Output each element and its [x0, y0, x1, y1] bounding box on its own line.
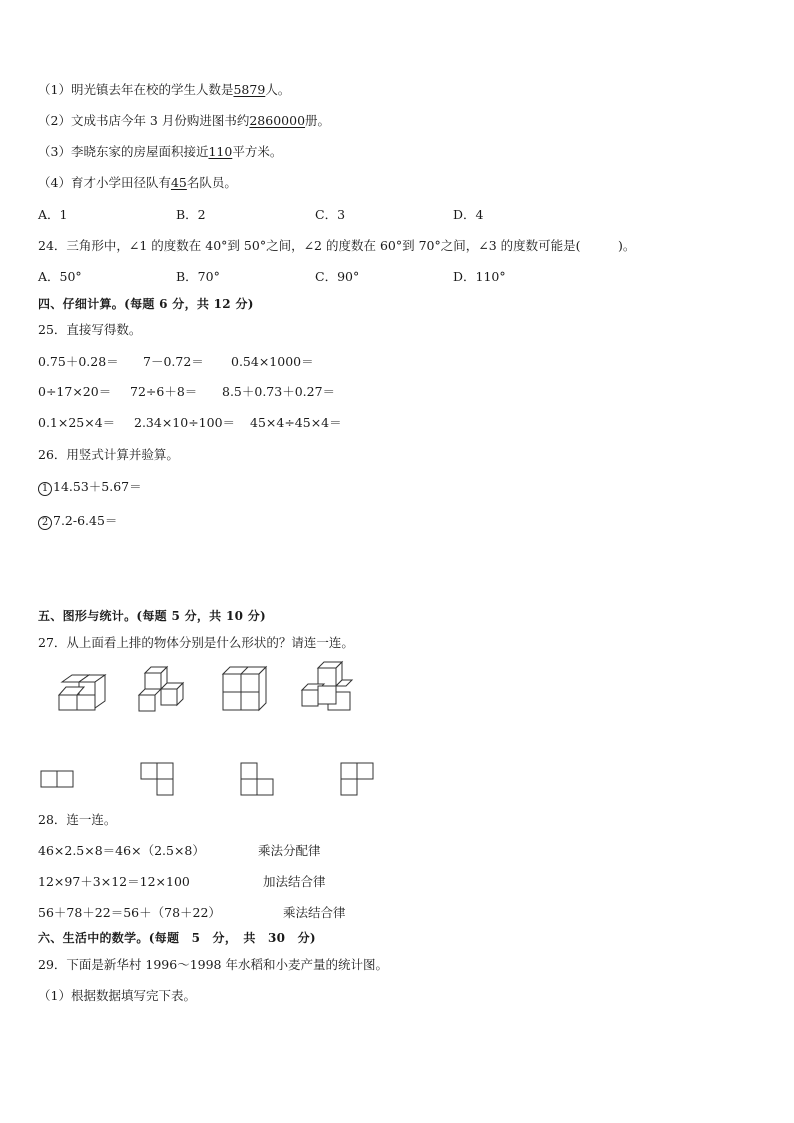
q28-right-item-3[interactable]: 乘法结合律: [283, 905, 346, 920]
q24-option-b[interactable]: B．70°: [176, 269, 220, 284]
q24-stem: 24．三角形中，∠1 的度数在 40°到 50°之间，∠2 的度数在 60°到 70°之间，∠3 的度数可能是( )。: [38, 238, 636, 253]
q24-option-a[interactable]: A．50°: [38, 269, 82, 284]
q23-option-b[interactable]: B．2: [176, 207, 206, 222]
q29-sub-1: （1）根据数据填写完下表。: [38, 988, 196, 1003]
q25-expr-3: 0.54×1000＝: [231, 354, 314, 369]
q23-item-1: （1）明光镇去年在校的学生人数是5879人。: [38, 82, 291, 97]
q24-option-d[interactable]: D．110°: [453, 269, 506, 284]
q23-item-2: （2）文成书店今年 3 月份购进图书约2860000册。: [38, 113, 331, 128]
q23-item-4: （4）育才小学田径队有45名队员。: [38, 175, 237, 190]
top-view-shape-3: [240, 762, 276, 798]
q25-expr-7: 0.1×25×4＝: [38, 415, 116, 430]
q25-expr-9: 45×4÷45×4＝: [250, 415, 342, 430]
q25-expr-5: 72÷6＋8＝: [130, 384, 198, 399]
circled-number-icon: 1: [38, 482, 52, 496]
q28-right-item-2[interactable]: 加法结合律: [263, 874, 326, 889]
top-view-shape-4: [340, 762, 378, 800]
q26-stem: 26．用竖式计算并验算。: [38, 447, 179, 462]
q25-expr-6: 8.5＋0.73＋0.27＝: [222, 384, 336, 399]
q27-stem: 27．从上面看上排的物体分别是什么形状的？请连一连。: [38, 635, 354, 650]
q23-option-c[interactable]: C．3: [315, 207, 346, 222]
q28-left-item-2[interactable]: 12×97＋3×12＝12×100: [38, 874, 190, 889]
q23-item-3-number: 110: [208, 144, 233, 159]
q23-item-1-number: 5879: [233, 82, 266, 97]
cube-figure-4: [300, 660, 354, 714]
q28-left-item-3[interactable]: 56＋78＋22＝56＋（78＋22）: [38, 905, 221, 920]
q26-part-2: 2 7.2-6.45＝: [38, 513, 117, 530]
cube-figure-1: [55, 675, 105, 713]
cube-figure-3: [220, 665, 270, 713]
q28-right-item-1[interactable]: 乘法分配律: [258, 843, 321, 858]
q25-expr-1: 0.75＋0.28＝: [38, 354, 119, 369]
cube-figure-2: [137, 665, 187, 715]
section-5-title: 五、图形与统计。(每题 5 分，共 10 分): [38, 609, 267, 623]
q23-item-2-number: 2860000: [249, 113, 306, 128]
circled-number-icon: 2: [38, 516, 52, 530]
q23-item-3: （3）李晓东家的房屋面积接近110平方米。: [38, 144, 283, 159]
q23-item-4-number: 45: [170, 175, 187, 190]
top-view-shape-1: [40, 770, 76, 790]
q24-option-c[interactable]: C．90°: [315, 269, 360, 284]
q28-stem: 28．连一连。: [38, 812, 117, 827]
q23-option-a[interactable]: A．1: [38, 207, 68, 222]
q25-expr-8: 2.34×10÷100＝: [134, 415, 236, 430]
section-6-title: 六、生活中的数学。(每题 5 分， 共 30 分): [38, 931, 316, 945]
q25-stem: 25．直接写得数。: [38, 322, 142, 337]
q25-expr-2: 7－0.72＝: [143, 354, 204, 369]
section-4-title: 四、仔细计算。(每题 6 分，共 12 分): [38, 297, 254, 311]
q25-expr-4: 0÷17×20＝: [38, 384, 112, 399]
q29-stem: 29．下面是新华村 1996～1998 年水稻和小麦产量的统计图。: [38, 957, 388, 972]
top-view-shape-2: [140, 762, 176, 798]
q26-part-1: 1 14.53＋5.67＝: [38, 479, 142, 496]
q23-option-d[interactable]: D．4: [453, 207, 484, 222]
q28-left-item-1[interactable]: 46×2.5×8＝46×（2.5×8）: [38, 843, 205, 858]
